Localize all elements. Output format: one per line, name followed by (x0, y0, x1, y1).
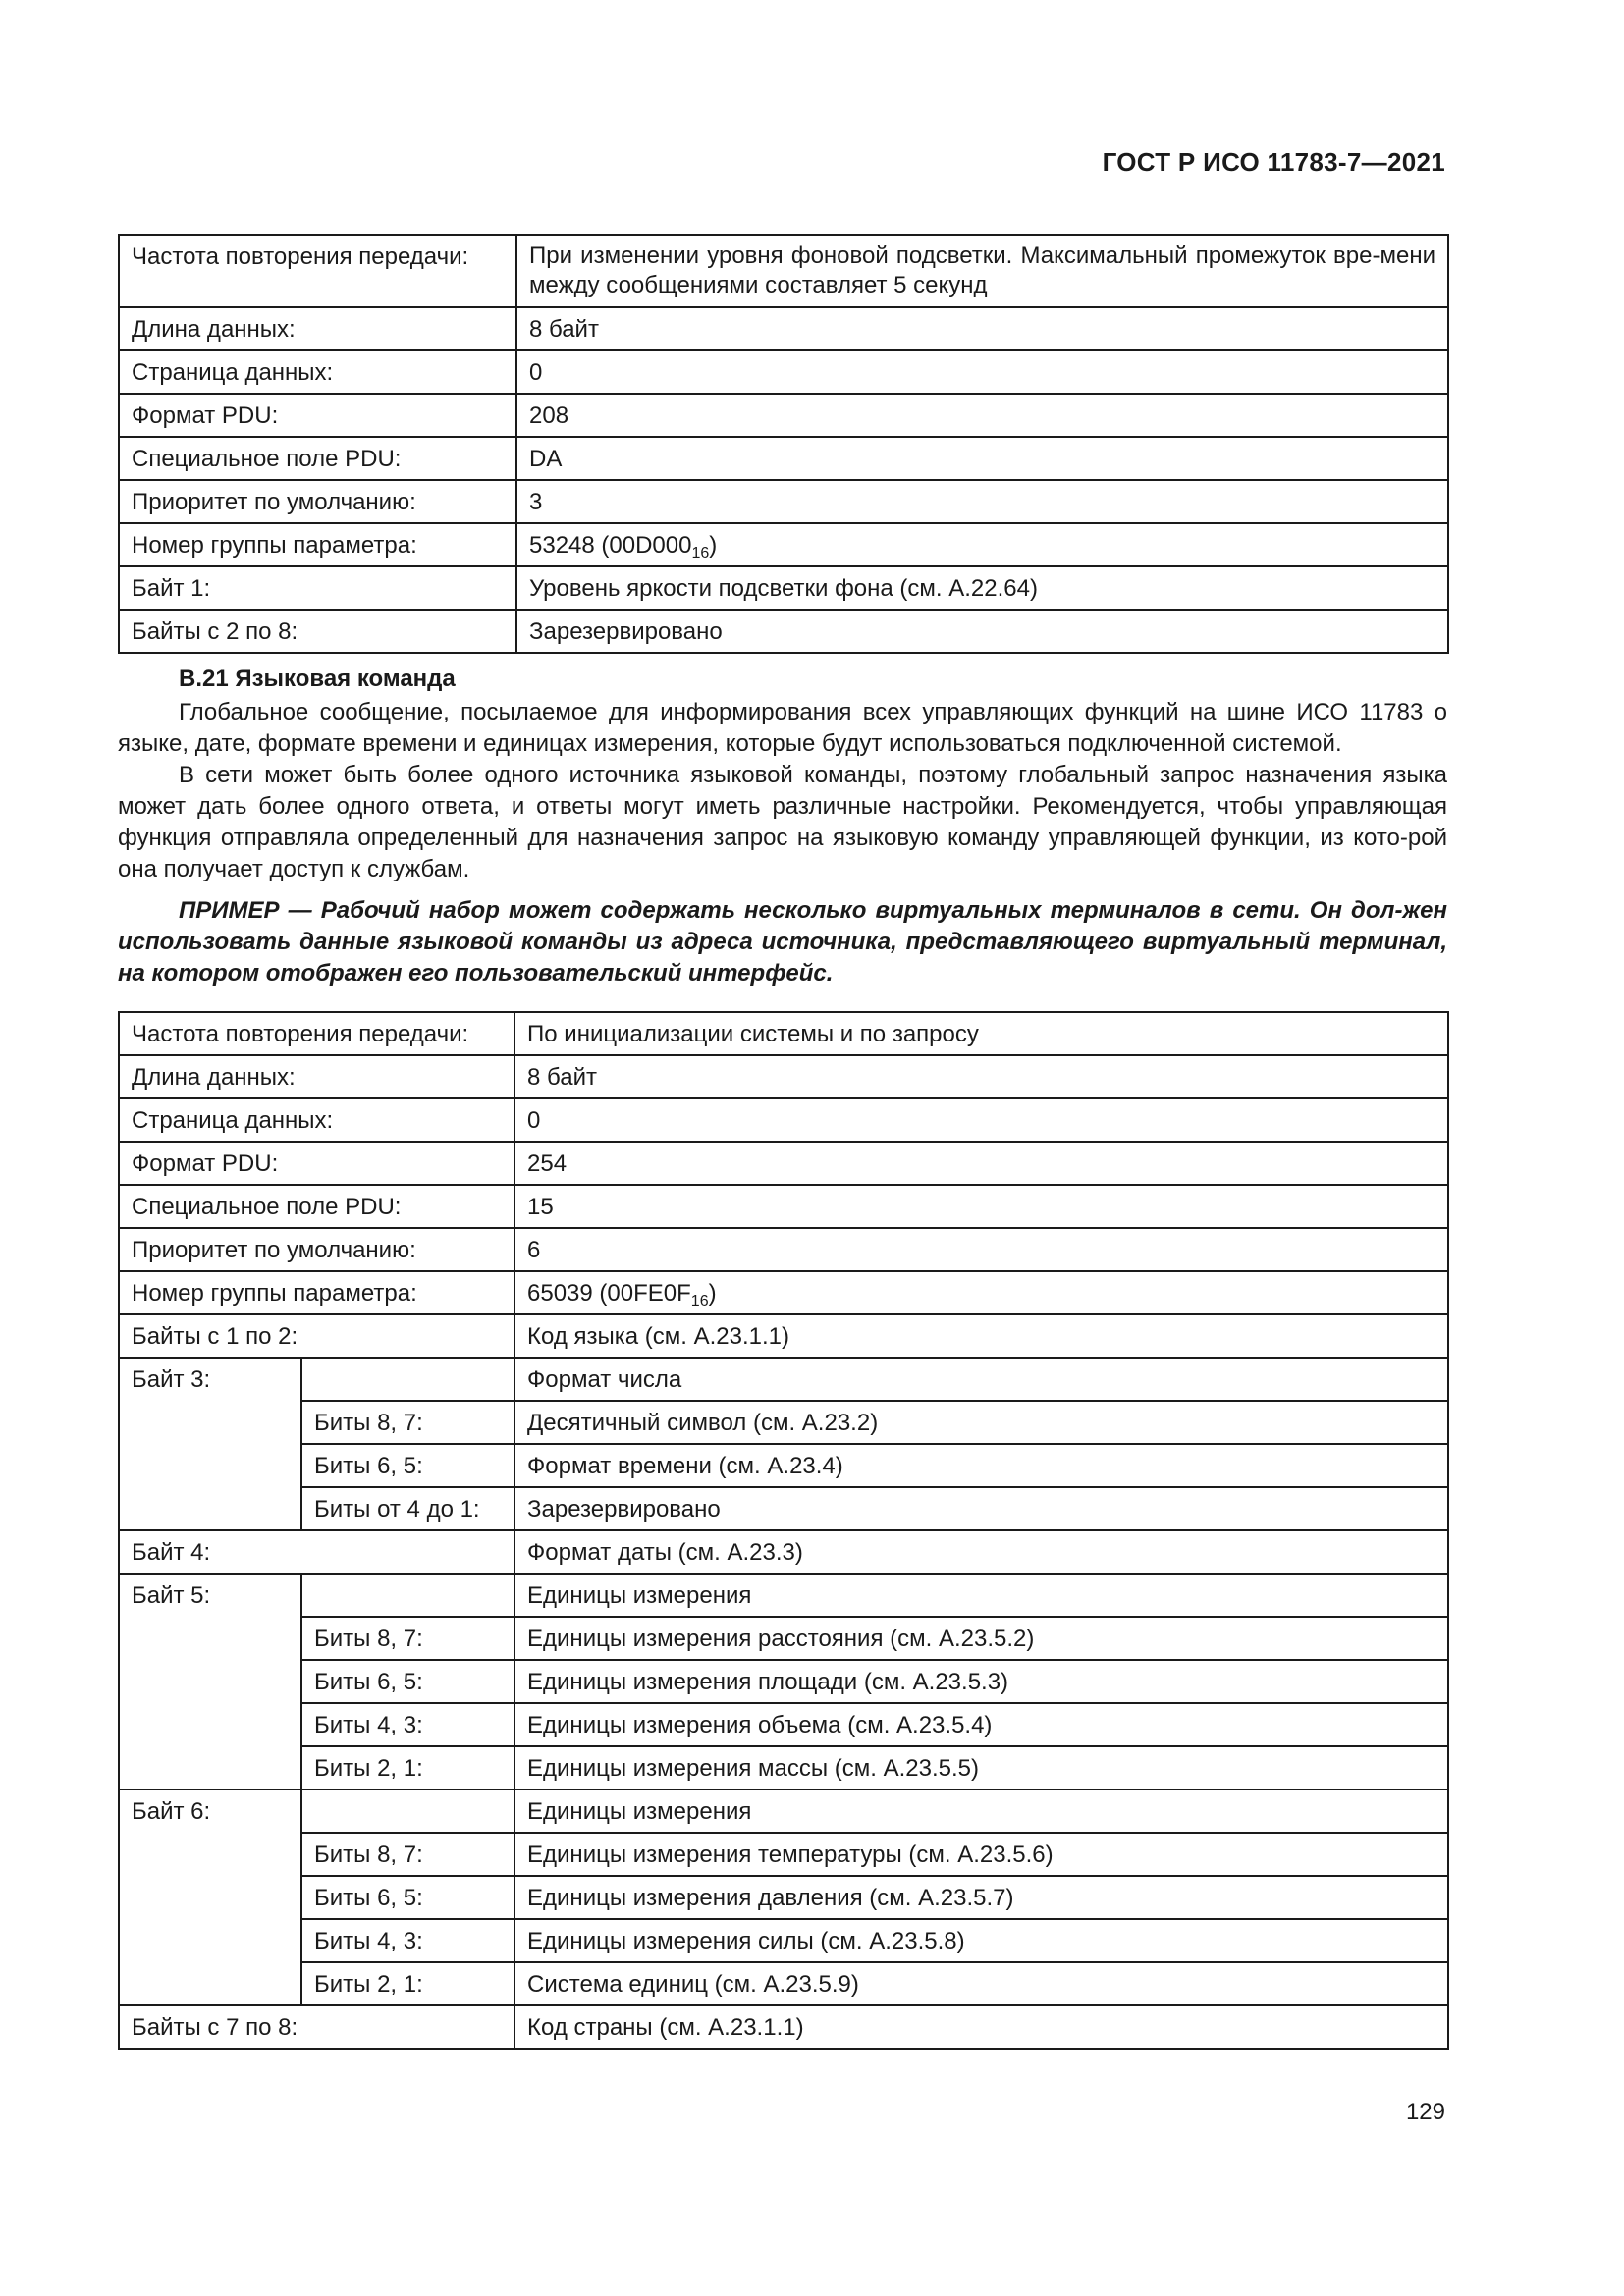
table-value-cell: Код языка (см. А.23.1.1) (514, 1314, 1448, 1358)
table-row (119, 1530, 1448, 1574)
table-row (119, 1617, 1448, 1660)
bits-key-cell: Биты 4, 3: (301, 1919, 514, 1962)
table-row (119, 1660, 1448, 1703)
parameter-table-language-command (118, 1011, 1449, 2050)
table-row (119, 1012, 1448, 1055)
table-value-cell: 208 (516, 394, 1448, 437)
table-row (119, 1703, 1448, 1746)
table-key-cell: Байты с 2 по 8: (119, 610, 516, 653)
table-row (119, 235, 1448, 307)
table-value-cell: Система единиц (см. А.23.5.9) (514, 1962, 1448, 2005)
bits-key-cell: Биты 8, 7: (301, 1401, 514, 1444)
table-row (119, 523, 1448, 566)
table-key-cell: Длина данных: (119, 307, 516, 350)
table-key-cell: Номер группы параметра: (119, 523, 516, 566)
pgn-value: 53248 (00D000 (529, 532, 692, 559)
table-value-cell: Формат числа (514, 1358, 1448, 1401)
pgn-hex-subscript: 16 (691, 545, 710, 561)
table-row (119, 1055, 1448, 1098)
table-value-cell: Зарезервировано (514, 1487, 1448, 1530)
table-value-cell: 6 (514, 1228, 1448, 1271)
bits-key-cell: Биты 8, 7: (301, 1833, 514, 1876)
table-row (119, 1789, 1448, 1833)
table-key-cell: Приоритет по умолчанию: (119, 1228, 514, 1271)
table-key-cell: Частота повторения передачи: (119, 235, 516, 307)
table-row (119, 1833, 1448, 1876)
table-row (119, 1444, 1448, 1487)
table-row (119, 1401, 1448, 1444)
bits-key-cell: Биты 2, 1: (301, 1962, 514, 2005)
bits-key-cell (301, 1789, 514, 1833)
bits-key-cell: Биты 6, 5: (301, 1444, 514, 1487)
page-number: 129 (1405, 2099, 1445, 2125)
table-value-cell: При изменении уровня фоновой подсветки. Максимальный промежуток вре-мени между сообщениями составляет 5 секунд (516, 235, 1448, 307)
table-key-cell: Длина данных: (119, 1055, 514, 1098)
table-row (119, 1487, 1448, 1530)
bits-key-cell (301, 1574, 514, 1617)
table-value-cell: 254 (514, 1142, 1448, 1185)
table-row (119, 1962, 1448, 2005)
pgn-hex-subscript: 16 (690, 1293, 709, 1309)
table-value-cell: Единицы измерения массы (см. А.23.5.5) (514, 1746, 1448, 1789)
table-value-cell: Единицы измерения площади (см. А.23.5.3) (514, 1660, 1448, 1703)
table-row (119, 1314, 1448, 1358)
table-row (119, 2005, 1448, 2049)
table-value-cell: Единицы измерения объема (см. А.23.5.4) (514, 1703, 1448, 1746)
table-key-cell: Байт 1: (119, 566, 516, 610)
table-row (119, 350, 1448, 394)
byte-key-cell: Байт 3: (119, 1358, 301, 1530)
section-paragraph: В сети может быть более одного источника языковой команды, поэтому глобальный запрос назначения языка может дать более одного ответа, и ответы могут иметь различные настройки. Рекомендуется, чтобы управляющая функция отправляла определенный для назначения запрос на языковую команду управляющей функции, из кото-рой она получает доступ к службам. (118, 762, 1447, 882)
table-row (119, 1185, 1448, 1228)
byte-key-cell: Байт 6: (119, 1789, 301, 2005)
table-key-cell: Специальное поле PDU: (119, 1185, 514, 1228)
table-key-cell: Формат PDU: (119, 394, 516, 437)
table-row (119, 307, 1448, 350)
table-value-cell: Единицы измерения (514, 1789, 1448, 1833)
table-row (119, 1358, 1448, 1401)
table-row (119, 566, 1448, 610)
bits-key-cell (301, 1358, 514, 1401)
table-row (119, 1746, 1448, 1789)
pgn-value: 65039 (00FE0F (527, 1280, 691, 1307)
bits-key-cell: Биты 6, 5: (301, 1876, 514, 1919)
table-row (119, 610, 1448, 653)
table-value-cell: Единицы измерения силы (см. А.23.5.8) (514, 1919, 1448, 1962)
table-row (119, 1228, 1448, 1271)
table-value-cell: DA (516, 437, 1448, 480)
table-key-cell: Байты с 1 по 2: (119, 1314, 514, 1358)
byte-key-cell: Байт 4: (119, 1530, 514, 1574)
table-value-cell: Уровень яркости подсветки фона (см. А.22.64) (516, 566, 1448, 610)
table-key-cell: Формат PDU: (119, 1142, 514, 1185)
example-note: ПРИМЕР — Рабочий набор может содержать несколько виртуальных терминалов в сети. Он дол-жен использовать данные языковой команды из адреса источника, представляющего виртуальный терминал, на котором отображен его пользовательский интерфейс. (118, 897, 1447, 987)
byte-key-cell: Байты с 7 по 8: (119, 2005, 514, 2049)
table-value-cell: 0 (516, 350, 1448, 394)
table-value-cell: 8 байт (516, 307, 1448, 350)
table-row (119, 1142, 1448, 1185)
pgn-value-tail: ) (708, 1280, 717, 1307)
table-value-cell: Единицы измерения (514, 1574, 1448, 1617)
table-value-cell: 15 (514, 1185, 1448, 1228)
table-value-cell: 3 (516, 480, 1448, 523)
byte-key-cell: Байт 5: (119, 1574, 301, 1789)
table-key-cell: Специальное поле PDU: (119, 437, 516, 480)
table-row (119, 1271, 1448, 1314)
table-value-cell (516, 523, 1448, 566)
table-value-cell: Единицы измерения температуры (см. А.23.5.6) (514, 1833, 1448, 1876)
table-value-cell: Десятичный символ (см. А.23.2) (514, 1401, 1448, 1444)
table-row (119, 394, 1448, 437)
table-key-cell: Частота повторения передачи: (119, 1012, 514, 1055)
parameter-table-backlight (118, 234, 1449, 654)
table-key-cell: Страница данных: (119, 1098, 514, 1142)
section-paragraph: Глобальное сообщение, посылаемое для информирования всех управляющих функций на шине ИСО 11783 о языке, дате, формате времени и единицах измерения, которые будут использоваться подключенной системой. (118, 699, 1447, 757)
table-value-cell: Зарезервировано (516, 610, 1448, 653)
table-value-cell: Формат времени (см. А.23.4) (514, 1444, 1448, 1487)
table-row (119, 437, 1448, 480)
table-row (119, 1919, 1448, 1962)
table-row (119, 1574, 1448, 1617)
section-title: В.21 Языковая команда (179, 666, 456, 692)
table-value-cell: Единицы измерения расстояния (см. А.23.5.2) (514, 1617, 1448, 1660)
bits-key-cell: Биты 4, 3: (301, 1703, 514, 1746)
table-key-cell: Приоритет по умолчанию: (119, 480, 516, 523)
table-value-cell (514, 1271, 1448, 1314)
bits-key-cell: Биты 8, 7: (301, 1617, 514, 1660)
page-header-standard: ГОСТ Р ИСО 11783-7—2021 (1102, 147, 1445, 177)
pgn-value-tail: ) (709, 532, 718, 559)
table-value-cell: Единицы измерения давления (см. А.23.5.7) (514, 1876, 1448, 1919)
table-row (119, 480, 1448, 523)
table-value-cell: Формат даты (см. А.23.3) (514, 1530, 1448, 1574)
bits-key-cell: Биты 6, 5: (301, 1660, 514, 1703)
table-key-cell: Номер группы параметра: (119, 1271, 514, 1314)
bits-key-cell: Биты 2, 1: (301, 1746, 514, 1789)
table-value-cell: 0 (514, 1098, 1448, 1142)
table-key-cell: Страница данных: (119, 350, 516, 394)
table-row (119, 1876, 1448, 1919)
table-value-cell: По инициализации системы и по запросу (514, 1012, 1448, 1055)
table-value-cell: Код страны (см. А.23.1.1) (514, 2005, 1448, 2049)
table-value-cell: 8 байт (514, 1055, 1448, 1098)
bits-key-cell: Биты от 4 до 1: (301, 1487, 514, 1530)
table-row (119, 1098, 1448, 1142)
